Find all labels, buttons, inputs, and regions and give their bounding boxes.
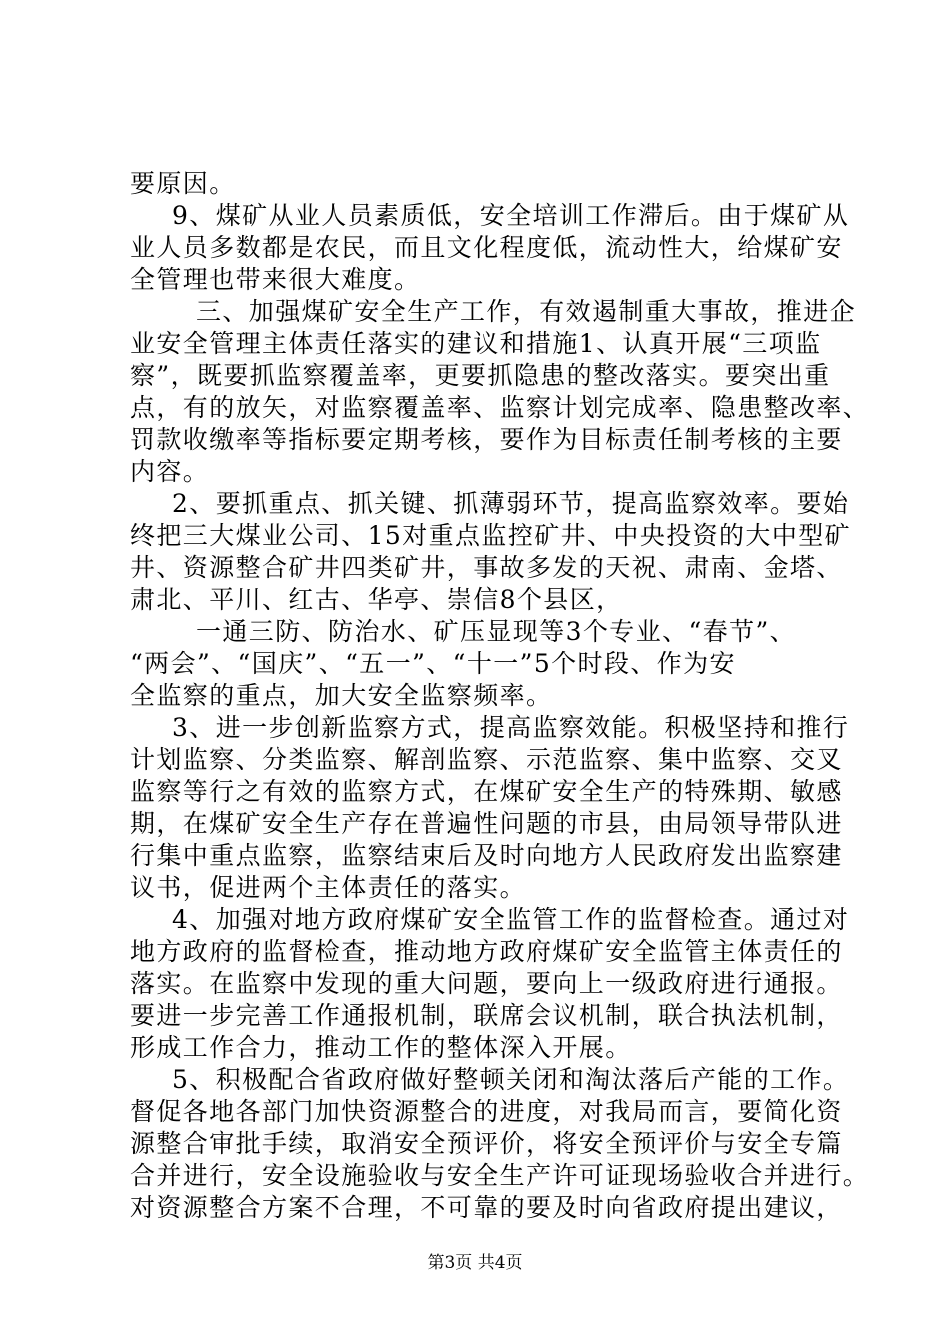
text-line: 监察等行之有效的监察方式，在煤矿安全生产的特殊期、敏感	[130, 777, 843, 806]
page-footer: 第3页 共4页	[427, 1253, 523, 1273]
text-line: 一通三防、防治水、矿压显现等3个专业、“春节”、	[196, 617, 797, 646]
text-line: 三、加强煤矿安全生产工作，有效遏制重大事故，推进企	[196, 297, 857, 326]
text-line: 计划监察、分类监察、解剖监察、示范监察、集中监察、交叉	[130, 745, 843, 774]
text-line: 形成工作合力，推动工作的整体深入开展。	[130, 1033, 632, 1062]
text-line: 行集中重点监察，监察结束后及时向地方人民政府发出监察建	[130, 841, 843, 870]
text-line: 5、积极配合省政府做好整顿关闭和淘汰落后产能的工作。	[172, 1065, 850, 1094]
text-line: 议书，促进两个主体责任的落实。	[130, 873, 527, 902]
text-line: 对资源整合方案不合理，不可靠的要及时向省政府提出建议，	[130, 1193, 843, 1222]
document-body	[130, 168, 870, 1224]
text-line: 3、进一步创新监察方式，提高监察效能。积极坚持和推行	[172, 713, 850, 742]
text-line: 业人员多数都是农民，而且文化程度低，流动性大，给煤矿安	[130, 233, 843, 262]
text-line: 察”，既要抓监察覆盖率，更要抓隐患的整改落实。要突出重	[130, 361, 831, 390]
text-line: 点，有的放矢，对监察覆盖率、监察计划完成率、隐患整改率、	[130, 393, 870, 422]
text-line: “两会”、“国庆”、“五一”、“十一”5个时段、作为安	[130, 649, 736, 678]
text-line: 9、煤矿从业人员素质低，安全培训工作滞后。由于煤矿从	[172, 201, 850, 230]
text-line: 全管理也带来很大难度。	[130, 265, 421, 294]
text-line: 地方政府的监督检查，推动地方政府煤矿安全监管主体责任的	[130, 937, 843, 966]
text-line: 罚款收缴率等指标要定期考核，要作为目标责任制考核的主要	[130, 425, 843, 454]
text-line: 井、资源整合矿井四类矿井，事故多发的天祝、肃南、金塔、	[130, 553, 843, 582]
text-line: 全监察的重点，加大安全监察频率。	[130, 681, 553, 710]
text-line: 4、加强对地方政府煤矿安全监管工作的监督检查。通过对	[172, 905, 850, 934]
text-line: 合并进行，安全设施验收与安全生产许可证现场验收合并进行。	[130, 1161, 870, 1190]
text-line: 内容。	[130, 457, 210, 486]
text-line: 落实。在监察中发现的重大问题，要向上一级政府进行通报。	[130, 969, 843, 998]
text-line: 肃北、平川、红古、华亭、崇信8个县区，	[130, 585, 623, 614]
text-line: 终把三大煤业公司、15对重点监控矿井、中央投资的大中型矿	[130, 521, 852, 550]
text-line: 期，在煤矿安全生产存在普遍性问题的市县，由局领导带队进	[130, 809, 843, 838]
text-line: 督促各地各部门加快资源整合的进度，对我局而言，要简化资	[130, 1097, 843, 1126]
text-line: 要进一步完善工作通报机制，联席会议机制，联合执法机制，	[130, 1001, 843, 1030]
text-line: 源整合审批手续，取消安全预评价，将安全预评价与安全专篇	[130, 1129, 843, 1158]
text-line: 业安全管理主体责任落实的建议和措施1、认真开展“三项监	[130, 329, 822, 358]
text-line: 2、要抓重点、抓关键、抓薄弱环节，提高监察效率。要始	[172, 489, 850, 518]
text-line: 要原因。	[130, 169, 236, 198]
